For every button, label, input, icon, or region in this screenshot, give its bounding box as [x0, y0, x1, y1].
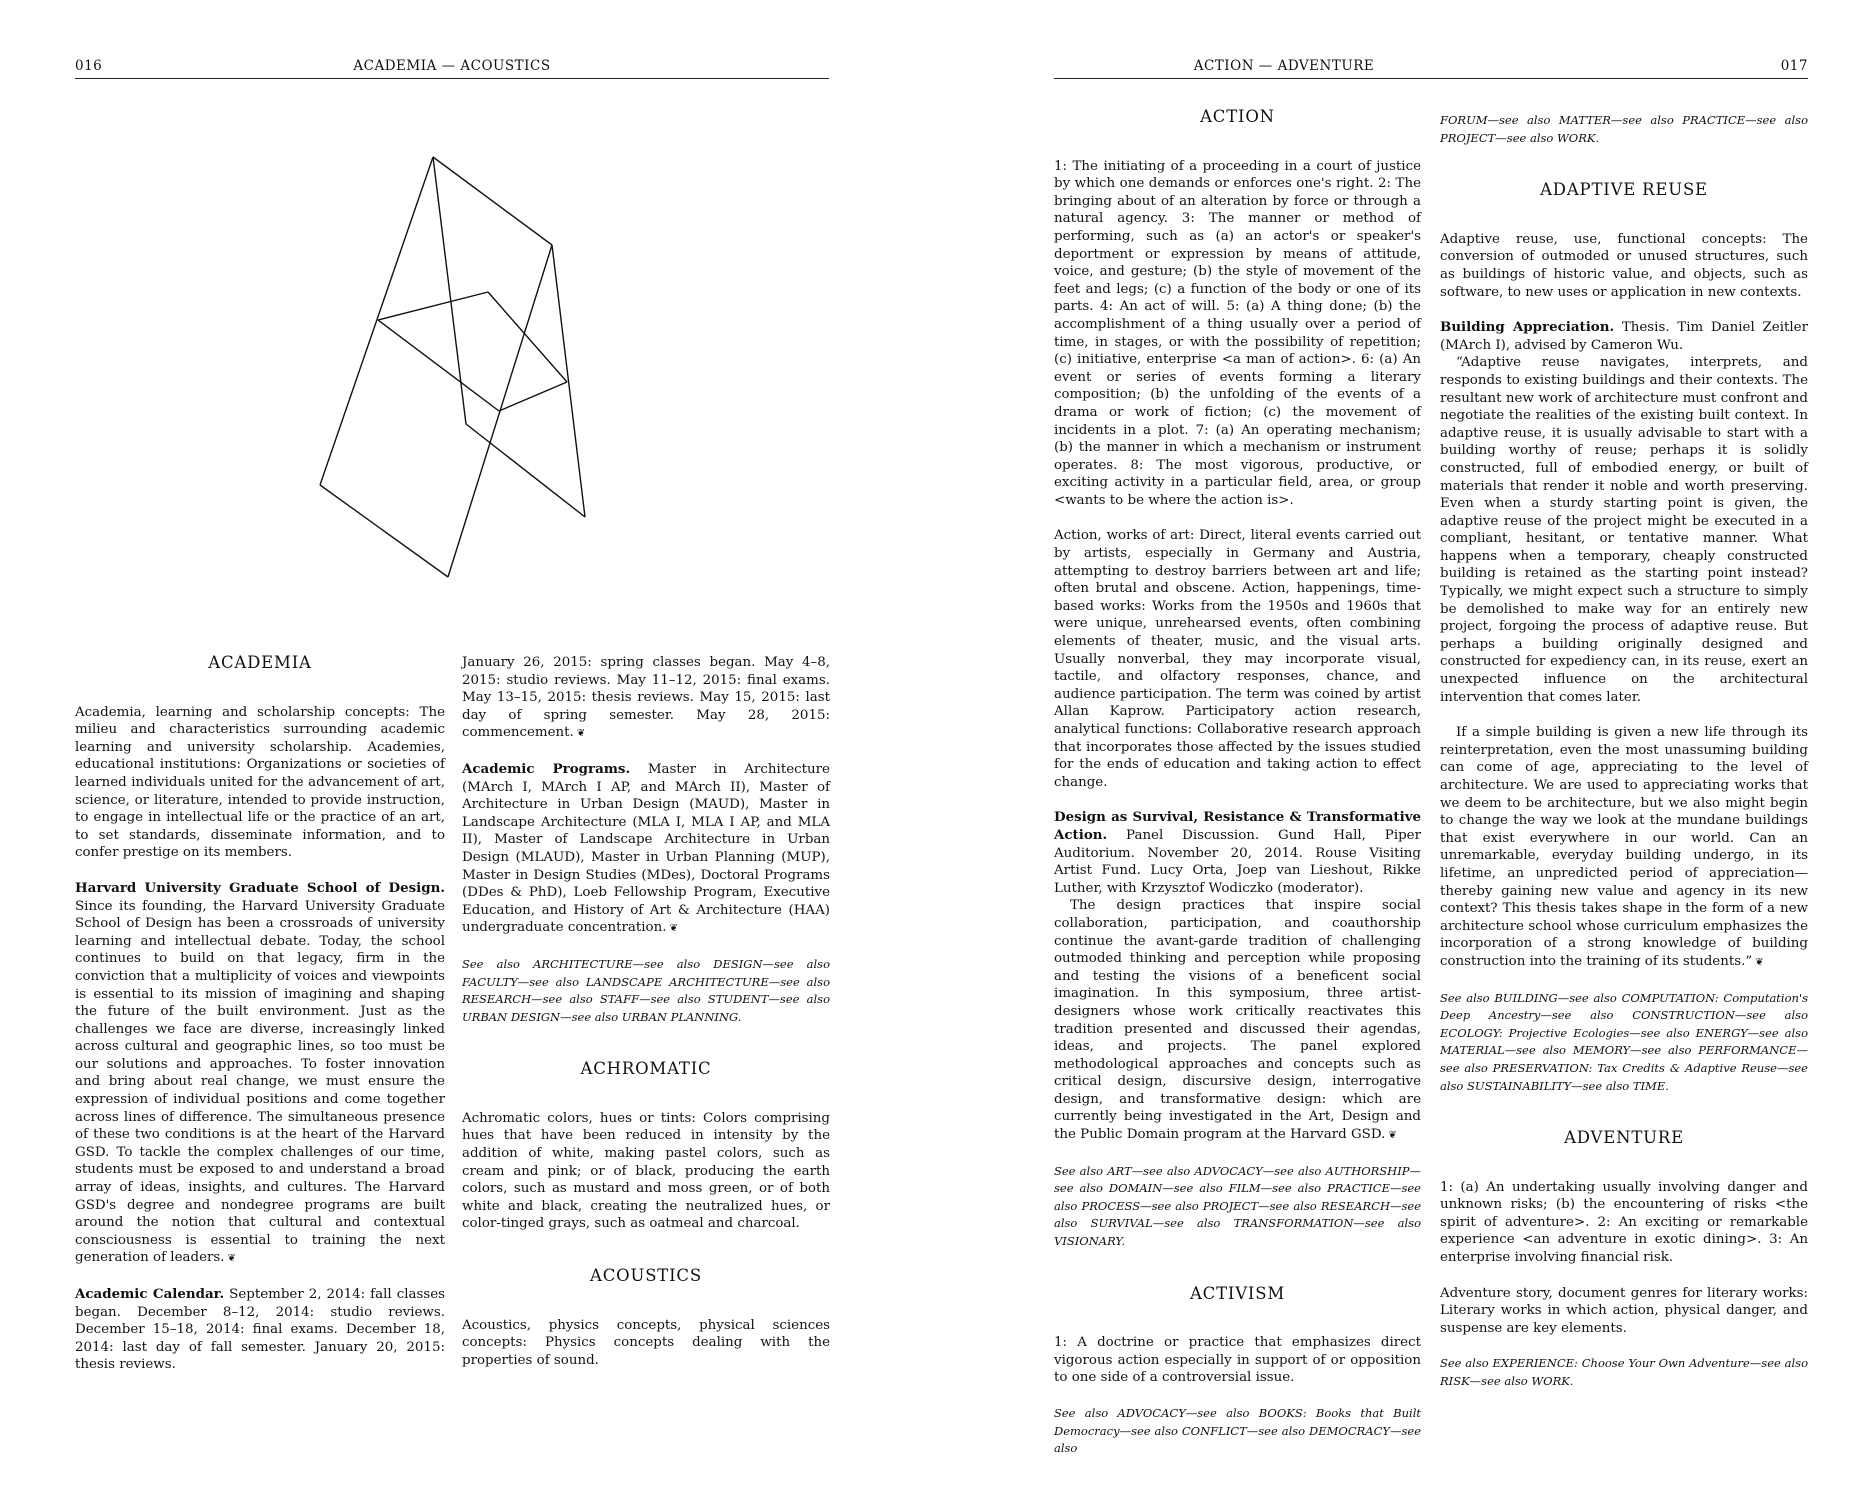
calendar-text-2: January 26, 2015: spring classes began. May 4–8, 2015: studio reviews. May 11–12, 2015: final exams. May 13–15, 2015: thesis reviews. May 15, 2015: last day of spring semester. May 28, 2015: commencement. — [462, 655, 830, 741]
adaptive-reuse-definition: Adaptive reuse, use, functional concepts: The conversion of outmoded or unused structures, such as buildings of historic value, and objects, such as software, to new uses or application in new contexts. — [1440, 231, 1808, 300]
end-mark: ❦ — [227, 1253, 236, 1265]
right-page-header — [1054, 56, 1808, 79]
right-column-2 — [1440, 112, 1808, 1425]
event-text-entry — [1054, 897, 1421, 1144]
academia-definition: Academia, learning and scholarship concepts: The milieu and characteristics surrounding academic learning and university scholarship. Academies, educational institutions: Organizations or societies of learned individuals united for the advancement of art, science, or literature, intended to provide instruction, to engage in intellectual life or the practice of an art, to set standards, disseminate information, and to confer prestige on its members. — [75, 704, 445, 861]
left-page — [0, 0, 900, 1388]
event-text: The design practices that inspire social collaboration, participation, and coauthorship continue the avant-garde tradition of challenging outmoded thinking and perception while proposing and testing the visions of a beneficent social imagination. In this symposium, three artist-designers whose work critically reactivates this tradition presented and discussed their agendas, ideas, and projects. The panel explored methodological approaches and concepts such as critical design, discursive design, interrogative design, and transformative design: which are currently being investigated in the Art, Design and the Public Domain program at the Harvard GSD. — [1054, 898, 1421, 1143]
thesis-info: Thesis. Tim Daniel Zeitler (MArch I), advised by Cameron Wu. — [1440, 320, 1808, 353]
activism-see-also: See also ADVOCACY—see also BOOKS: Books that Built Democracy—see also CONFLICT—see also DEMOCRACY—see also — [1054, 1406, 1421, 1456]
entry-title-achromatic: ACHROMATIC — [580, 1059, 712, 1079]
running-head: ACADEMIA — ACOUSTICS — [353, 58, 551, 74]
thesis-lead: Building Appreciation. — [1440, 319, 1615, 336]
programs-lead: Academic Programs. — [462, 760, 631, 777]
end-mark: ❦ — [669, 923, 678, 935]
running-head: ACTION — ADVENTURE — [1193, 58, 1375, 74]
activism-definition: 1: A doctrine or practice that emphasizes direct vigorous action especially in support of or opposition to one side of a controversial issue. — [1054, 1335, 1421, 1386]
calendar-entry — [75, 1286, 445, 1374]
action-definition-2: Action, works of art: Direct, literal events carried out by artists, especially in Germany and Austria, attempting to destroy barriers between art and life; often brutal and obscene. Action, happenings, time-based works: Works from the 1950s and 1960s that were unique, unrehearsed events, often combining elements of theater, music, and the visual arts. Usually nonverbal, they may incorporate visual, tactile, and olfactory responses, chance, and audience participation. The term was coined by artist Allan Kaprow. Participatory action research, analytical functions: Collaborative research approach that incorporates those affected by the issues studied for the ends of education and taking action to effect change. — [1054, 528, 1421, 790]
thesis-paragraph-2: If a simple building is given a new life through its reinterpretation, even the most unassuming building can come of age, appreciating to the level of architecture. We are used to appreciating works that we deem to be architecture, but we also might begin to change the way we look at the mundane buildings that exist everywhere in our world. Can an unremarkable, everyday building undergo, in its lifetime, an unpredicted period of appreciation—thereby gaining new value and agency in its new context? This thesis takes shape in the form of a new architecture school whose curriculum emphasizes the incorporation of a strong knowledge of building construction into the training of its students.” — [1440, 725, 1808, 969]
entry-title-adventure: ADVENTURE — [1564, 1128, 1684, 1148]
wireframe-illustration — [300, 150, 600, 590]
right-column-1 — [1054, 108, 1421, 1492]
calendar-lead: Academic Calendar. — [75, 1286, 225, 1302]
calendar-text-2-entry — [462, 654, 830, 743]
calendar-text-1: September 2, 2014: fall classes began. December 8–12, 2014: studio reviews. December 15–18, 2014: final exams. December 18, 2014: last day of fall semester. January 20, 2015: thesis reviews. — [75, 1287, 445, 1373]
programs-entry — [462, 761, 830, 938]
adventure-definition-1: 1: (a) An undertaking usually involving danger and unknown risks; (b) the encountering of risks <the spirit of adventure>. 2: An exciting or remarkable experience <an adventure in exotic dining>. 3: An enterprise involving financial risk. — [1440, 1179, 1808, 1266]
left-column-2 — [462, 654, 830, 1387]
academia-see-also: See also ARCHITECTURE—see also DESIGN—see also FACULTY—see also LANDSCAPE ARCHITECTURE—see also RESEARCH—see also STAFF—see also STUDENT—see also URBAN DESIGN—see also URBAN PLANNING. — [462, 956, 830, 1024]
action-definition-1: 1: The initiating of a proceeding in a court of justice by which one demands or enforces one's right. 2: The bringing about of an alteration by force or through a natural agency. 3: The manner or method of performing, such as (a) an actor's or speaker's deportment or expression by means of attitude, voice, and gesture; (b) the style of movement of the feet and legs; (c) a function of the body or one of its parts. 4: An act of will. 5: (a) A thing done; (b) the accomplishment of a thing usually over a period of time, in stages, or with the possibility of repetition; (c) initiative, enterprise <a man of action>. 6: (a) An event or series of events forming a literary composition; (b) the unfolding of the events of a drama or work of fiction; (c) the movement of incidents in a plot. 7: (a) An operating mechanism; (b) the manner in which a mechanism or instrument operates. 8: The most vigorous, productive, or exciting activity in a particular field, area, or group <wants to be where the action is>. — [1054, 158, 1421, 508]
gsd-entry — [75, 880, 445, 1268]
adaptive-reuse-see-also: See also BUILDING—see also COMPUTATION: Computation's Deep Ancestry—see also CONSTRUCTION—see also ECOLOGY: Projective Ecologies—see also ENERGY—see also MATERIAL—see also MEMORY—see also PERFORMANCE—see also PRESERVATION: Tax Credits & Adaptive Reuse—see also SUSTAINABILITY—see also TIME. — [1440, 990, 1808, 1093]
activism-see-also-continued: FORUM—see also MATTER—see also PRACTICE—see also PROJECT—see also WORK. — [1440, 113, 1808, 145]
achromatic-definition: Achromatic colors, hues or tints: Colors comprising hues that have been reduced in intensity by the addition of white, making pastel colors, such as cream and pink; or of black, producing the earth colors, such as mustard and moss green, or of both white and black, creating the neutralized hues, or color-tinged grays, such as oatmeal and charcoal. — [462, 1110, 830, 1232]
gsd-text: Since its founding, the Harvard University Graduate School of Design has been a crossroads of university learning and intellectual debate. Today, the school continues to build on that legacy, firm in the conviction that a multiplicity of voices and viewpoints is essential to its mission of imagining and shaping the future of the built environment. Just as the challenges we face are diverse, increasingly linked across cultural and geographic lines, so too must be our solutions and approaches. To foster innovation and bring about real change, we must ensure the expression of individual positions and come together across lines of difference. The simultaneous presence of these two conditions is at the heart of the Harvard GSD. To tackle the complex challenges of our time, students must be exposed to and understand a broad array of ideas, insights, and cultures. The Harvard GSD's degree and nondegree programs are built around the notion that cultural and contextual consciousness is essential to training the next generation of leaders. — [75, 898, 445, 1266]
event-entry — [1054, 809, 1421, 897]
entry-title-action: ACTION — [1200, 107, 1275, 126]
end-mark: ❦ — [576, 728, 586, 740]
right-page — [1010, 0, 1875, 1456]
adventure-definition-2: Adventure story, document genres for literary works: Literary works in which action, physical danger, and suspense are key elements. — [1440, 1285, 1808, 1336]
thesis-paragraph-1: “Adaptive reuse navigates, interprets, and responds to existing buildings and their contexts. The resultant new work of architecture must confront and negotiate the realities of the existing built context. In adaptive reuse, it is usually advisable to start with a building worthy of reuse; perhaps it is solidly constructed, full of embodied energy, or built of materials that render it noble and worth preserving. Even when a sturdy starting point is given, the adaptive reuse of the project might be executed in a compliant, hesitant, or tentative manner. What happens when a temporary, cheaply constructed building is retained as the starting point instead? Typically, we might expect such a structure to simply be demolished to make way for an entirely new project, forgoing the process of adaptive reuse. But perhaps a building originally designed and constructed for expediency can, in its reuse, exert an unexpected influence on the architectural intervention that comes later. — [1440, 355, 1808, 705]
adventure-see-also: See also EXPERIENCE: Choose Your Own Adventure—see also RISK—see also WORK. — [1440, 1356, 1808, 1389]
entry-title-activism: ACTIVISM — [1189, 1283, 1286, 1303]
programs-text: Master in Architecture (MArch I, MArch I AP, and MArch II), Master of Architecture in Urban Design (MAUD), Master in Landscape Architecture (MLA I, MLA I AP, and MLA II), Master of Landscape Architecture in Urban Design (MLAUD), Master in Urban Planning (MUP), Master in Design Studies (MDes), Doctoral Programs (DDes & PhD), Loeb Fellowship Program, Executive Education, and History of Art & Architecture (HAA) undergraduate concentration. — [462, 761, 830, 936]
thesis-paragraph-2-entry — [1440, 724, 1808, 971]
end-mark: ❦ — [1755, 956, 1764, 968]
event-lead: Design as Survival, Resistance & Transformative Action. — [1054, 809, 1421, 843]
action-see-also: See also ART—see also ADVOCACY—see also AUTHORSHIP—see also DOMAIN—see also FILM—see also PRACTICE—see also PROCESS—see also PROJECT—see also RESEARCH—see also SURVIVAL—see also TRANSFORMATION—see also VISIONARY. — [1054, 1163, 1421, 1249]
left-column-1 — [75, 654, 445, 1392]
entry-title-acoustics: ACOUSTICS — [590, 1266, 702, 1286]
gsd-lead: Harvard University Graduate School of Design. — [75, 879, 445, 896]
event-info: Panel Discussion. Gund Hall, Piper Auditorium. November 20, 2014. Rouse Visiting Artist Fund. Lucy Orta, Joep van Lieshout, Rikke Luther, with Krzysztof Wodiczko (moderator). — [1054, 827, 1421, 896]
acoustics-definition: Acoustics, physics concepts, physical sciences concepts: Physics concepts dealing with the properties of sound. — [462, 1317, 830, 1368]
thesis-entry — [1440, 319, 1808, 354]
page-number: 016 — [75, 58, 103, 74]
page-number: 017 — [1780, 58, 1808, 74]
entry-title-adaptive-reuse: ADAPTIVE REUSE — [1540, 180, 1708, 200]
end-mark: ❦ — [1388, 1130, 1397, 1142]
entry-title-academia: ACADEMIA — [208, 653, 312, 672]
left-page-header — [75, 56, 829, 79]
